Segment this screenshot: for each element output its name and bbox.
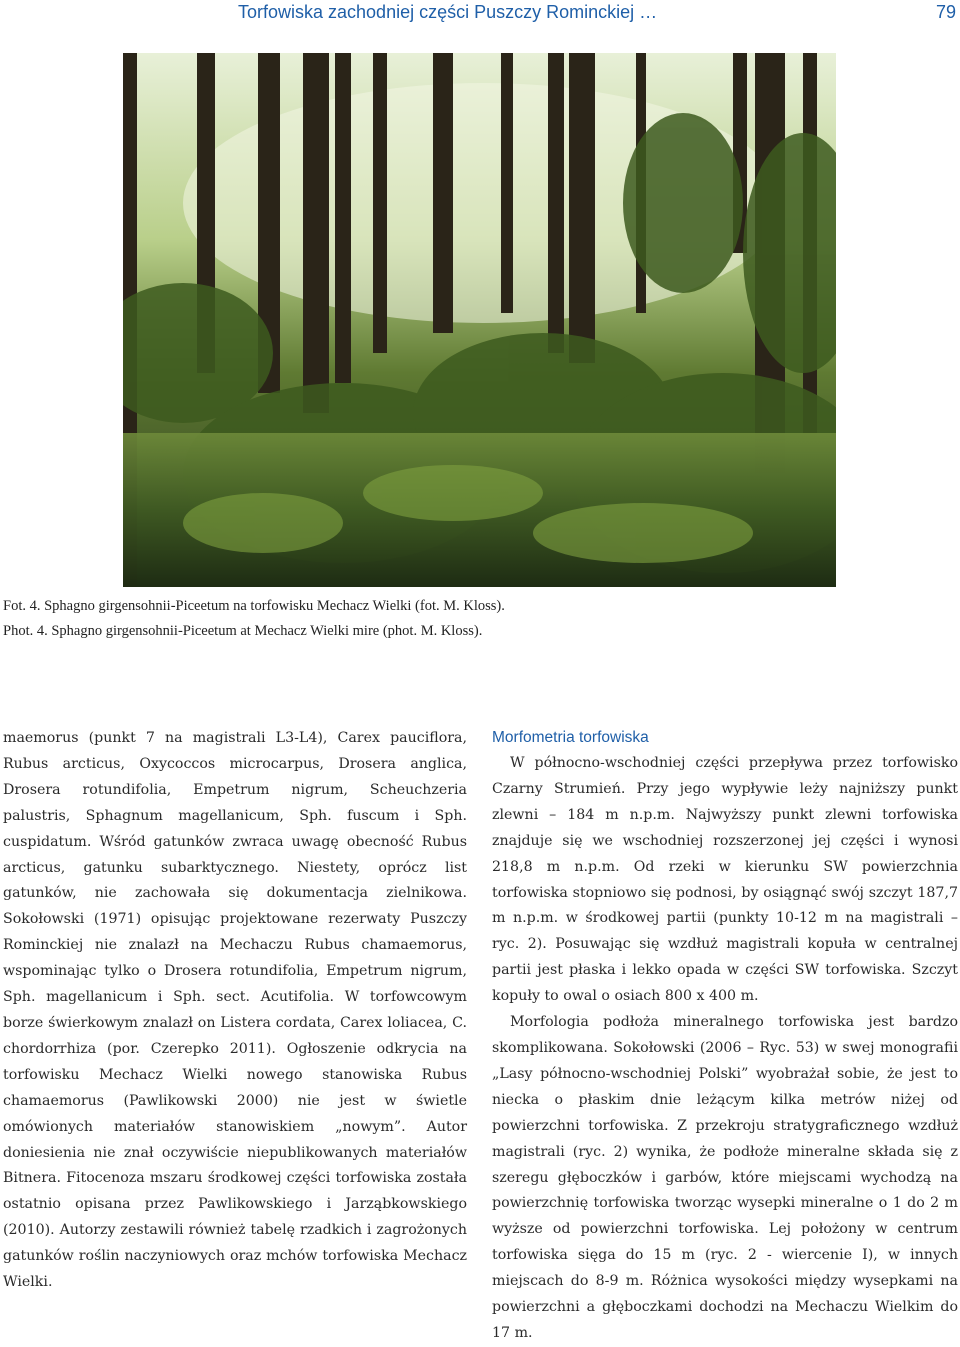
left-column-text: maemorus (punkt 7 na magistrali L3-L4), Carex pauciflora, Rubus arcticus, Oxycoccos microcarpus, Drosera anglica, Drosera rotundifolia, Empetrum nigrum, Scheuchzeria palustris, Sphagnum magellanicum, Sph. fuscum i Sph. cuspidatum. Wśród gatunków zwraca uwagę obecność Rubus arcticus, gatunku subarktycznego. Niestety, oprócz list gatunków, nie zachowała się dokumentacja zielnikowa. Sokołowski (1971) opisując projektowane rezerwaty Puszczy Rominckiej nie znalazł na Mechaczu Rubus chamaemorus, wspominając tylko o Drosera rotundifolia, Empetrum nigrum, Sph. magellanicum i Sph. sect. Acutifolia. W torfowcowym borze świerkowym znalazł on Listera cordata, Carex loliacea, C. chordorrhiza (por. Czerepko 2011). Ogłoszenie odkrycia na torfowisku Mechacz Wielki nowego stanowiska Rubus chamaemorus (Pawlikowski 2000) nie jest w świetle omówionych materiałów stanowiskiem „nowym”. Autor doniesienia nie znał oczywiście niepublikowanych materiałów Bitnera. Fitocenoza mszaru środkowej części torfowiska została ostatnio opisana przez Pawlikowskiego i Jarząbkowskiego (2010). Autorzy zestawili również tabelę rzadkich i zagrożonych gatunków roślin naczyniowych oraz mchów torfowiska Mechacz Wielki. [3,730,467,1291]
section-heading: Morfometria torfowiska [492,729,649,746]
running-head [0,0,960,36]
forest-photo-illustration [123,53,836,587]
caption-polish: Fot. 4. Sphagno girgensohnii-Piceetum na torfowisku Mechacz Wielki (fot. M. Kloss). [3,598,505,614]
page-number: 79 [935,2,956,22]
left-column [3,726,467,1296]
right-column [492,726,958,1347]
forest-photo [123,53,836,587]
caption-english: Phot. 4. Sphagno girgensohnii-Piceetum at Mechacz Wielki mire (phot. M. Kloss). [3,623,483,639]
paragraph-morphometry: W północno-wschodniej części przepływa przez torfowisko Czarny Strumień. Przy jego wypływie leży najniższy punkt zlewni – 184 m n.p.m. Najwyższy punkt zlewni torfowiska znajduje się we wschodniej rozszerzonej jej części i wynosi 218,8 m n.p.m. Od rzeki w kierunku SW powierzchnia torfowiska stopniowo się podnosi, by osiągnąć swój szczyt 187,7 m n.p.m. w środkowej partii (punkty 10-12 m na magistrali – ryc. 2). Posuwając się wzdłuż magistrali kopuła w centralnej partii jest płaska i lekko opada w części SW torfowiska. Szczyt kopuły to owal o osiach 800 x 400 m. [492,755,958,1005]
paragraph-substrate: Morfologia podłoża mineralnego torfowiska jest bardzo skomplikowana. Sokołowski (2006 – Ryc. 53) w swej monografii „Lasy północno-wschodniej Polski” wyobrażał sobie, że jest to niecka o płaskim dnie leżącym kilka metrów niżej od powierzchni torfowiska. Z przekroju stratygraficznego wzdłuż magistrali (ryc. 2) wynika, że podłoże mineralne składa się z szeregu głęboczków i garbów, które miejscami wychodzą na powierzchnię torfowiska tworząc wysepki mineralne o 1 do 2 m wyższe od powierzchni torfowiska. Lej położony w centrum torfowiska sięga do 15 m (ryc. 2 - wiercenie I), w innych miejscach do 8-9 m. Różnica wysokości między wysepkami na powierzchni a głęboczkami dochodzi na Mechaczu Wielkim do 17 m. [492,1014,958,1341]
running-title: Torfowiska zachodniej części Puszczy Rominckiej … [238,2,658,22]
